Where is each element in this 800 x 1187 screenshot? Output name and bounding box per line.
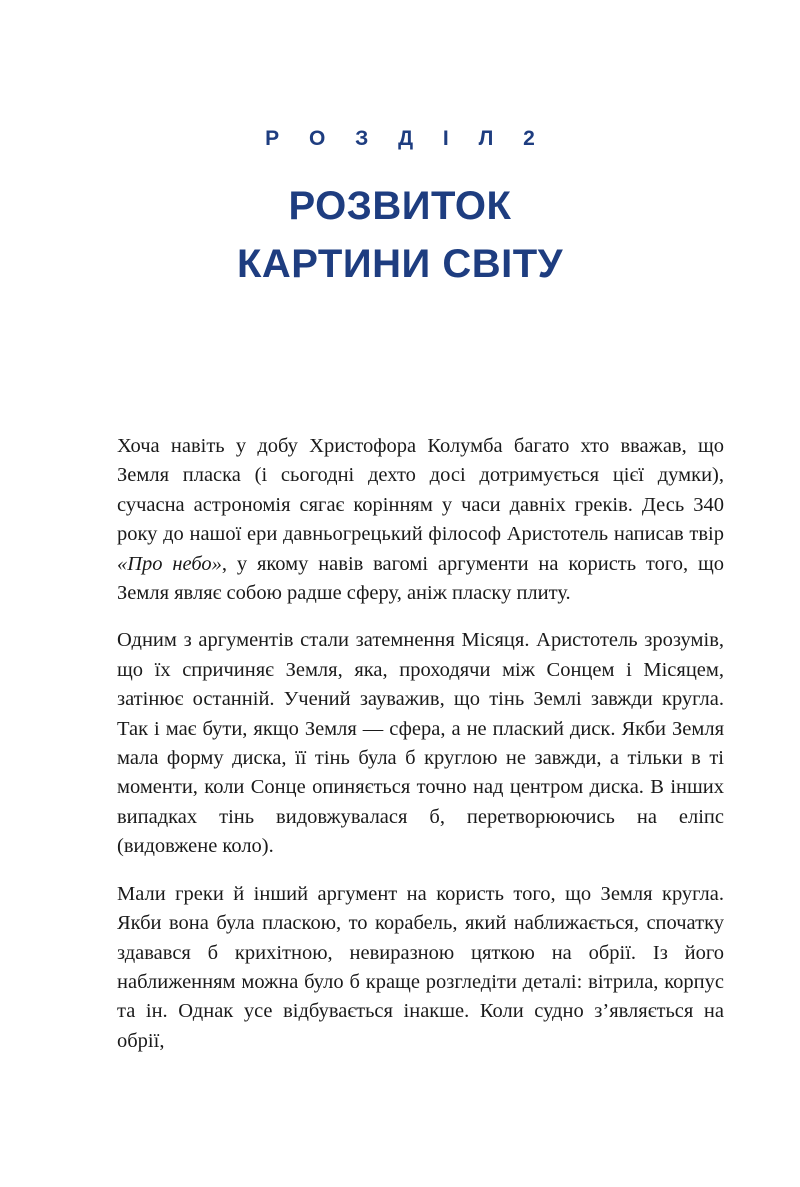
page-title xyxy=(0,151,800,293)
chapter-number-label: Р О З Д І Л 2 xyxy=(265,127,547,150)
paragraph-1-text-after-title: , у якому навів вагомі аргументи на користь того, що Земля являє собою радше сферу, аніж пласку плиту. xyxy=(117,552,725,605)
paragraph-1-text-before-title: Хоча навіть у добу Христофора Колумба багато хто вважав, що Земля пласка (і сьогодні дехто досі дотримується цієї думки), сучасна астрономія сягає корінням у часи давніх греків. Десь 340 року до нашої ери давньогрецький філософ Аристотель написав твір xyxy=(117,435,724,546)
page-title-line-1: РОЗВИТОК xyxy=(288,184,512,229)
paragraph-2: Одним з аргументів стали затемнення Місяця. Аристотель зрозумів, що їх спричиняє Земля, яка, проходячи між Сонцем і Місяцем, затінює останній. Учений зауважив, що тінь Землі завжди кругла. Так і має бути, якщо Земля — сфера, а не плаский диск. Якби Земля мала форму диска, її тінь була б круглою не завжди, а тільки в ті моменти, коли Сонце опиняється точно над центром диска. В інших випадках тінь видовжувалася б, перетворюючись на еліпс (видовжене коло). xyxy=(117,629,724,858)
paragraph-3: Мали греки й інший аргумент на користь того, що Земля кругла. Якби вона була пласкою, то корабель, який наближається, спочатку здавався б крихітною, невиразною цяткою на обрії. Із його наближенням можна було б краще розгледіти деталі: вітрила, корпус та ін. Однак усе відбувається інакше. Коли судно з’являється на обрії, xyxy=(117,882,724,1052)
page-title-line-2: КАРТИНИ СВІТУ xyxy=(236,242,564,287)
paragraph-1 xyxy=(117,432,724,608)
chapter-heading-block xyxy=(0,126,800,293)
body-text-column xyxy=(117,432,724,1056)
book-title-citation: «Про небо» xyxy=(117,552,222,575)
